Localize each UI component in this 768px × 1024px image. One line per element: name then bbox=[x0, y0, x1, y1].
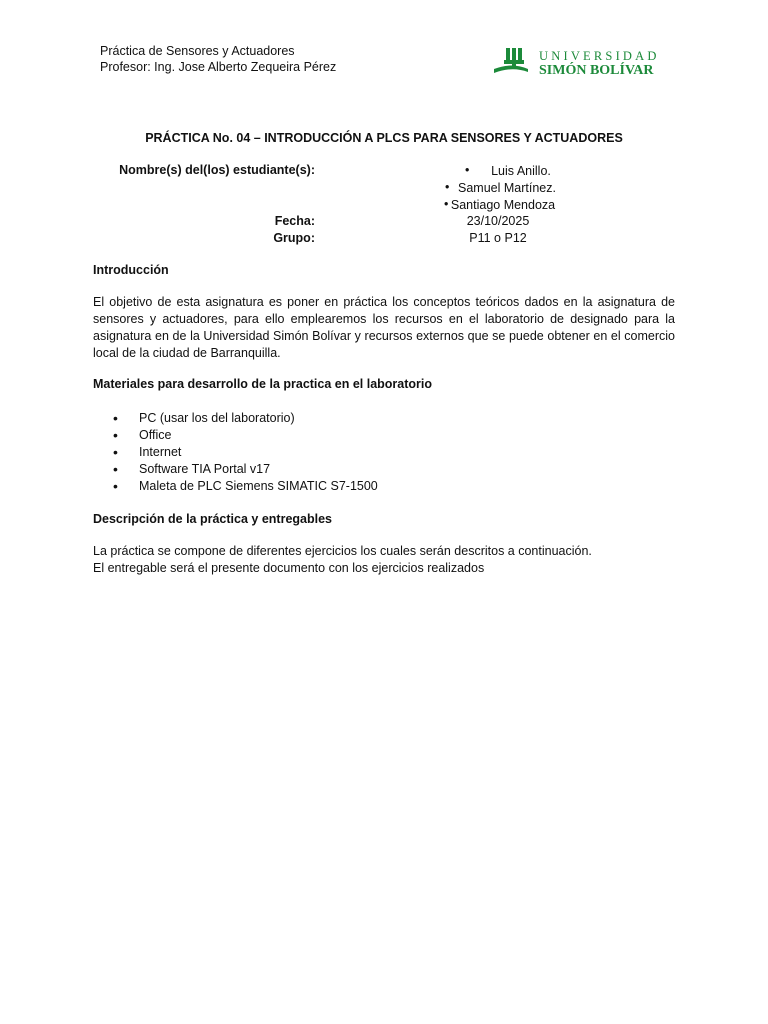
materials-heading: Materiales para desarrollo de la practica en el laboratorio bbox=[93, 377, 433, 391]
student-bullet-icon: • bbox=[465, 163, 470, 177]
list-item: • Maleta de PLC Siemens SIMATIC S7-1500 bbox=[113, 478, 378, 495]
student-bullet-icon: • bbox=[444, 197, 449, 211]
student-bullet-icon: • bbox=[445, 180, 450, 194]
list-item: • Internet bbox=[113, 444, 378, 461]
list-item: • PC (usar los del laboratorio) bbox=[113, 410, 378, 427]
description-heading: Descripción de la práctica y entregables bbox=[93, 512, 332, 526]
intro-heading: Introducción bbox=[93, 263, 169, 277]
materials-list bbox=[113, 410, 378, 495]
university-logo bbox=[492, 46, 662, 78]
header-professor: Profesor: Ing. Jose Alberto Zequeira Pérez bbox=[100, 60, 337, 74]
intro-paragraph: El objetivo de esta asignatura es poner en práctica los conceptos teóricos dados en la asignatura de sensores y actuadores, para ello emplearemos los recursos en el laboratorio de designado para la asignatura en de la Universidad Simón Bolívar y recursos externos que se puede obtener en el comercio local de la ciudad de Barranquilla. bbox=[93, 295, 675, 360]
date-value: 23/10/2025 bbox=[466, 214, 530, 228]
description-line-1: La práctica se compone de diferentes ejercicios los cuales serán descritos a continuación. bbox=[93, 544, 592, 558]
students-label: Nombre(s) del(los) estudiante(s): bbox=[119, 163, 315, 177]
list-item: • Office bbox=[113, 427, 378, 444]
document-title: PRÁCTICA No. 04 – INTRODUCCIÓN A PLCS PARA SENSORES Y ACTUADORES bbox=[145, 131, 623, 145]
logo-top-text: UNIVERSIDAD bbox=[539, 49, 660, 63]
student-name: Luis Anillo. bbox=[491, 164, 551, 178]
group-value: P11 o P12 bbox=[469, 231, 527, 245]
student-name: Samuel Martínez. bbox=[458, 181, 556, 195]
logo-bottom-text: SIMÓN BOLÍVAR bbox=[539, 63, 654, 78]
date-label: Fecha: bbox=[274, 214, 315, 228]
student-name: Santiago Mendoza bbox=[450, 198, 556, 212]
list-item: • Software TIA Portal v17 bbox=[113, 461, 378, 478]
header-course: Práctica de Sensores y Actuadores bbox=[100, 44, 295, 58]
group-label: Grupo: bbox=[273, 231, 315, 245]
description-line-2: El entregable será el presente documento con los ejercicios realizados bbox=[93, 561, 485, 575]
